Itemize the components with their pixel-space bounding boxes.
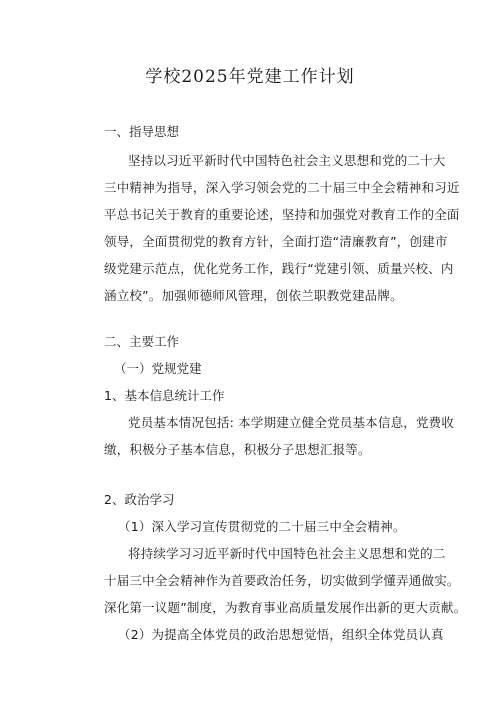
paragraph-line: 缴，积极分子基本信息，积极分子思想汇报等。 — [104, 442, 371, 457]
section-heading-main-work: 二、主要工作 — [104, 334, 180, 349]
item-heading-statistics: 1、基本信息统计工作 — [104, 388, 225, 403]
paragraph-line: 党员基本情况包括: 本学期建立健全党员基本信息，党费收 — [128, 415, 455, 430]
paragraph-line: （2）为提高全体党员的政治思想觉悟，组织全体党员认真 — [118, 627, 444, 642]
paragraph-line: 平总书记关于教育的重要论述，坚持和加强党对教育工作的全面 — [104, 207, 460, 222]
subsection-heading-party-building: （一）党规党建 — [114, 361, 202, 376]
paragraph-line: 十届三中全会精神作为首要政治任务，切实做到学懂弄通做实。 — [104, 573, 460, 588]
paragraph-line: 涵立校”。加强师德师风管理，创依兰职教党建品牌。 — [104, 288, 403, 303]
paragraph-line: 坚持以习近平新时代中国特色社会主义思想和党的二十大 — [128, 153, 446, 168]
paragraph-line: 级党建示范点，优化党务工作，践行“党建引领、质量兴校、内 — [104, 261, 454, 276]
section-heading-guiding-thought: 一、指导思想 — [104, 124, 180, 139]
paragraph-line: 三中精神为指导，深入学习领会党的二十届三中全会精神和习近 — [104, 180, 460, 195]
paragraph-line: 深化第一议题”制度，为教育事业高质量发展作出新的更大贡献。 — [104, 600, 467, 615]
paragraph-line: 将持续学习习近平新时代中国特色社会主义思想和党的二 — [128, 546, 446, 561]
document-title: 学校2025年党建工作计划 — [145, 67, 355, 87]
paragraph-line: 领导，全面贯彻党的教育方针，全面打造“清廉教育”，创建市 — [104, 234, 448, 249]
paragraph-line: （1）深入学习宣传贯彻党的二十届三中全会精神。 — [118, 519, 406, 534]
item-heading-political-study: 2、政治学习 — [104, 492, 175, 507]
